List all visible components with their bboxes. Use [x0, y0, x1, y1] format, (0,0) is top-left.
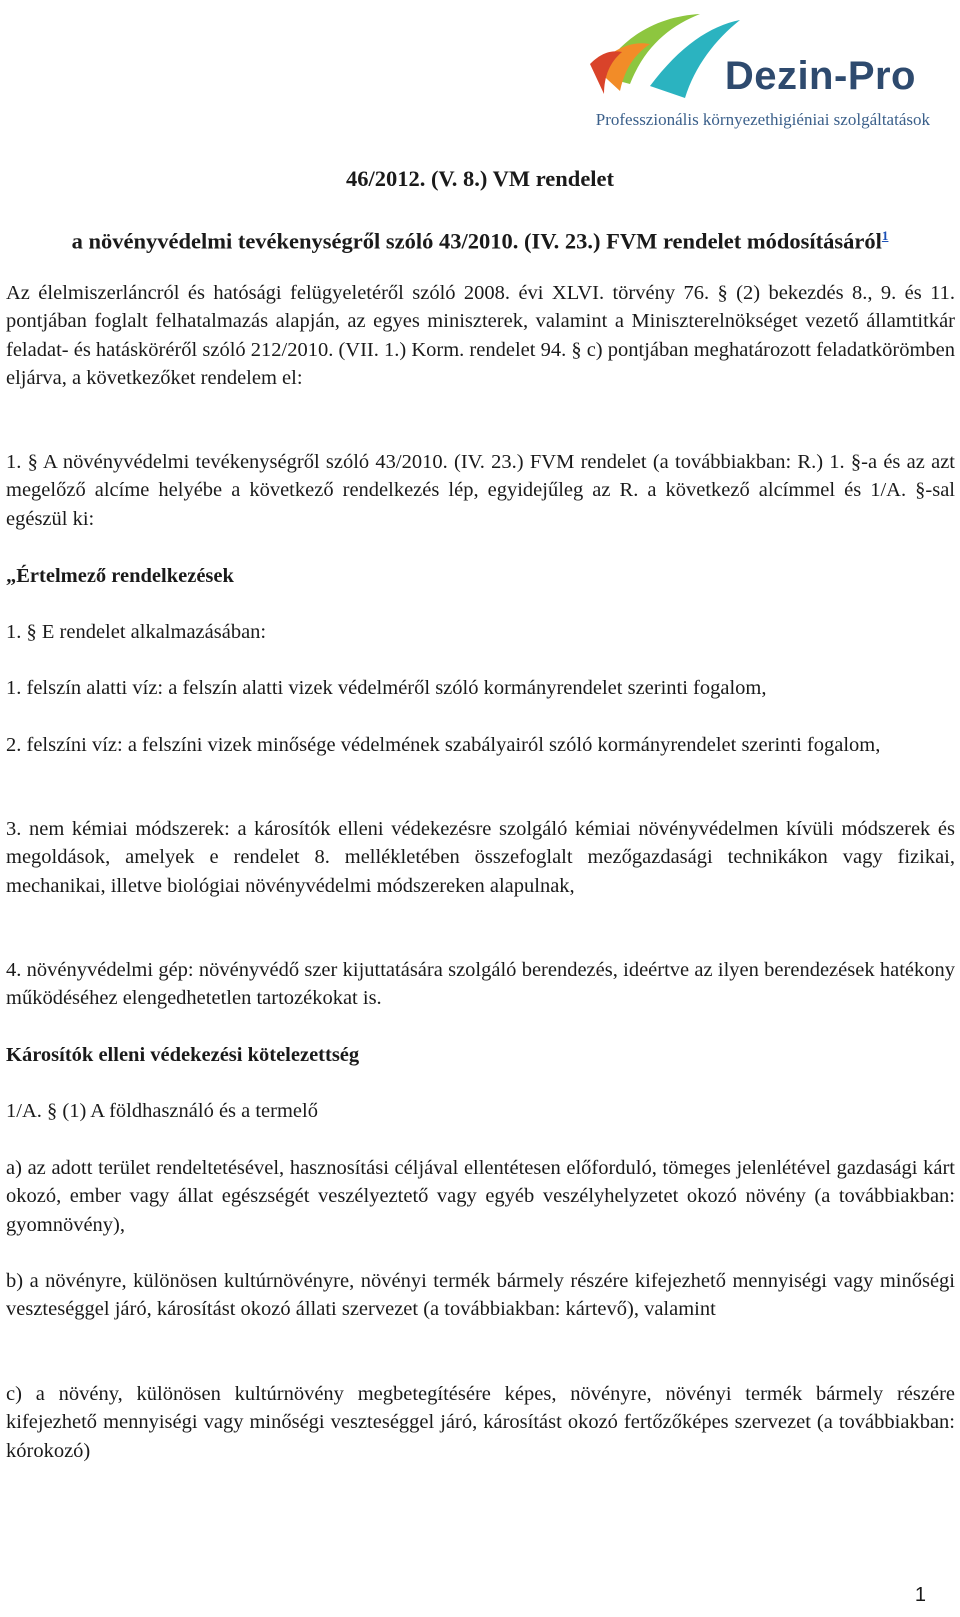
section-1a-intro: 1/A. § (1) A földhasználó és a termelő — [6, 1100, 318, 1122]
logo-swoosh-icon — [590, 6, 745, 106]
definition-item: 1. felszín alatti víz: a felszín alatti vizek védelméről szóló kormányrendelet szerinti fogalom, — [6, 677, 767, 699]
heading-protection-obligation: Károsítók elleni védekezési kötelezettség — [6, 1044, 360, 1066]
logo-name: Dezin-Pro — [724, 54, 916, 98]
logo-tagline: Professzionális környezethigiéniai szolgáltatások — [595, 110, 930, 129]
definition-item: 2. felszíni víz: a felszíni vizek minősége védelmének szabályairól szóló kormányrendelet szerinti fogalom, — [6, 734, 881, 756]
document-subtitle-text: a növényvédelmi tevékenységről szóló 43/2010. (IV. 23.) FVM rendelet módosításáról — [71, 228, 882, 254]
page-number: 1 — [914, 1584, 926, 1606]
document-subtitle — [0, 228, 960, 255]
clause-c: c) a növény, különösen kultúrnövény megbetegítésére képes, növényre, növényi termék bármely részére kifejezhető mennyiségi vagy minőségi veszteséggel járó, károsítást okozó fertőzőképes szervezet (a továbbiakban: kórokozó) — [6, 1383, 955, 1462]
clause-a: a) az adott terület rendeltetésével, hasznosítási céljával ellentétesen előforduló, tömeges jelenlétével gazdasági kárt okozó, ember vagy állat egészségét veszélyeztető vagy egyéb veszélyhelyzetet okozó növény (a továbbiakban: gyomnövény), — [6, 1157, 955, 1236]
company-logo — [550, 6, 930, 136]
clause-b: b) a növényre, különösen kultúrnövényre, növényi termék bármely részére kifejezhető mennyiségi vagy minőségi veszteséggel járó, károsítást okozó állati szervezet (a továbbiakban: kártevő), valamint — [6, 1270, 955, 1321]
document-title: 46/2012. (V. 8.) VM rendelet — [345, 166, 615, 191]
heading-definitions: „Értelmező rendelkezések — [6, 565, 234, 587]
definition-item: 4. növényvédelmi gép: növényvédő szer kijuttatására szolgáló berendezés, ideértve az ilyen berendezések hatékony működéséhez elengedhetetlen tartozékokat is. — [6, 959, 955, 1010]
preamble-paragraph: Az élelmiszerláncról és hatósági felügyeletéről szóló 2008. évi XLVI. törvény 76. § (2) bekezdés 8., 9. és 11. pontjában foglalt felhatalmazás alapján, az egyes miniszterek, valamint a Miniszterelnökséget vezető államtitkár feladat- és hatásköréről szóló 212/2010. (VII. 1.) Korm. rendelet 94. § c) pontjában meghatározott feladatkörömben eljárva, a következőket rendelem el: — [6, 282, 955, 389]
definitions-intro: 1. § E rendelet alkalmazásában: — [6, 621, 267, 643]
section-1-paragraph: 1. § A növényvédelmi tevékenységről szóló 43/2010. (IV. 23.) FVM rendelet (a továbbiakban: R.) 1. §-a és az azt megelőző alcíme helyébe a következő rendelkezés lép, egyidejűleg az R. a következő alcímmel és 1/A. §-sal egészül ki: — [6, 451, 955, 530]
definition-item: 3. nem kémiai módszerek: a károsítók elleni védekezésre szolgáló kémiai növényvédelmen kívüli módszerek és megoldások, amelyek e rendelet 8. mellékletében összefoglalt mezőgazdasági technikákon vagy fizikai, mechanikai, illetve biológiai növényvédelmi módszereken alapulnak, — [6, 818, 955, 897]
footnote-link[interactable]: 1 — [881, 228, 889, 243]
